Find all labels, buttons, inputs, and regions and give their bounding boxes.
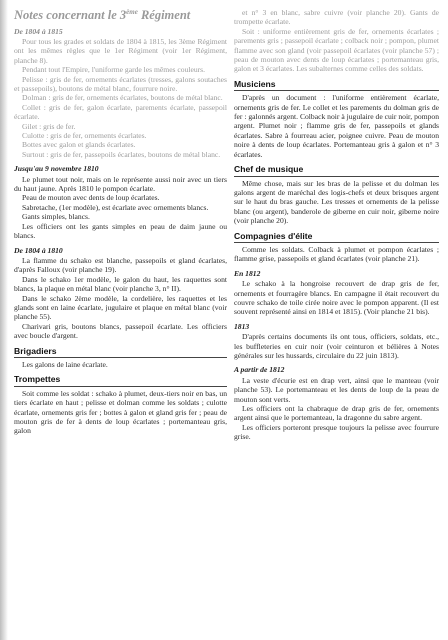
paragraph: Gilet : gris de fer. — [22, 121, 76, 131]
section-heading-trompettes: Trompettes — [14, 375, 227, 386]
date-heading: De 1804 à 1810 — [14, 245, 63, 255]
paragraph: D'après certains documents ils ont tous, officiers, soldats, etc., les buffleteries en cuir noir (voir ceinturon et bélières à Notes générales sur les hussards, circulaire du 22 juin 1813). — [234, 332, 439, 360]
paragraph: Dolman : gris de fer, ornements écarlates, boutons de métal blanc. — [22, 93, 223, 103]
paragraph: Charivari gris, boutons blancs, passepoil écarlate. Les officiers avec boucle d'argent. — [14, 321, 227, 341]
paragraph: Même chose, mais sur les bras de la pelisse et du dolman les galons argent de maréchal des logis-chefs et deux brisques argent sur le haut du bras gauche. Les tresses et ornements de la pelisse blanc (ou argent), banderole de giberne en cuir noir, giberne noire (voir planche 20). — [234, 178, 439, 226]
left-column — [14, 8, 227, 436]
page-title — [14, 8, 227, 21]
paragraph: Peau de mouton avec dents de loup écarlates. — [22, 193, 160, 203]
date-heading: 1813 — [234, 321, 250, 331]
paragraph: Les officiers ont la chabraque de drap gris de fer, ornements argent ainsi que le portemanteau, la dragonne du sabre argent. — [234, 404, 439, 423]
paragraph: Gants simples, blancs. — [22, 212, 90, 222]
paragraph: Pour tous les grades et soldats de 1804 à 1815, les 3ème Régiment ont les mêmes règles que le 1er Régiment (voir 1er Régiment, planche 8). — [14, 36, 227, 65]
date-heading: De 1804 à 1815 — [14, 26, 63, 36]
paragraph: Culotte : gris de fer, ornements écarlates. — [22, 131, 147, 141]
paragraph: Les officiers porteront presque toujours la pelisse avec fourrure grise. — [234, 422, 439, 442]
paragraph: Soit comme les soldat : schako à plumet, deux-tiers noir en bas, un tiers écarlate en haut ; pelisse et dolman comme les soldats ; culotte écarlate, ornements gris fer ; bottes à galon et gland gris fer ; peau de mouton gris de fer à dents de loup écarlates ; portemanteau gris, galon — [14, 388, 227, 436]
paragraph: Pendant tout l'Empire, l'uniforme garde les mêmes couleurs. — [22, 65, 206, 75]
paragraph: Les galons de laine écarlate. — [22, 359, 108, 369]
paragraph: et n° 3 en blanc, sabre cuivre (voir planche 20). Gants de trompette écarlate. — [234, 8, 439, 27]
paragraph: Les officiers ont les gants simples en peau de daim jaune ou blancs. — [14, 221, 227, 241]
title-main: Notes concernant le 3 — [14, 8, 127, 23]
date-heading: En 1812 — [234, 268, 261, 278]
paragraph: La veste d'écurie est en drap vert, ainsi que le manteau (voir planche 53). Le portemanteau et les dents de loup de la peau de mouton sont verts. — [234, 375, 439, 404]
paragraph: Soit : uniforme entièrement gris de fer, ornements écarlates ; parements gris ; passepoil écarlate ; colback noir ; pompon, plumet flamme avec son gland (voir passepoil écarlates (voir planche 57) ; peau de mouton avec dents de loup écarlates ; portemanteau gris, galon et 3 écarlates. Les subalternes comme celles des soldats. — [234, 26, 439, 74]
paragraph: Comme les soldats. Colback à plumet et pompon écarlates ; flamme grise, passepoils et gland écarlates (voir planche 21). — [234, 244, 439, 264]
section-heading-compagnies-elite: Compagnies d'élite — [234, 232, 439, 243]
section-heading-brigadiers: Brigadiers — [14, 347, 227, 358]
date-heading: Jusqu'au 9 novembre 1810 — [14, 164, 99, 174]
title-sup: ème — [126, 8, 138, 16]
paragraph: Pelisse : gris de fer, ornements écarlates (tresses, galons soutaches et passepoils), boutons de métal blanc, fourrure noire. — [14, 74, 227, 93]
paragraph: Dans le schako 2ème modèle, la cordelière, les raquettes et les glands sont en laine écarlate, jugulaire et plaque en métal blanc (voir planche 55). — [14, 293, 227, 322]
paragraph: La flamme du schako est blanche, passepoils et gland écarlates, d'après Falloux (voir planche 19). — [14, 255, 227, 275]
right-column — [234, 8, 439, 442]
section-heading-musiciens: Musiciens — [234, 80, 439, 91]
paragraph: D'après un document : l'uniforme entièrement écarlate, ornements gris de fer. Le collet et les parements du dolman gris de fer : galonnés argent. Colback noir à jugulaire de cuir noir, pompon argent. Plumet noir ; flamme gris de fer, passepoils et glands écarlates. Sabre à fourreau acier, poignee cuivre. Peau de mouton noire à dents de loup écarlates. Portemanteau gris à galon et n° 3 écarlates. — [234, 93, 439, 159]
paragraph: Le plumet tout noir, mais on le représente aussi noir avec un tiers du haut jaune. Après 1810 le pompon écarlate. — [14, 174, 227, 194]
paragraph: Dans le schako 1er modèle, le galon du haut, les raquettes sont blancs, la plaque en métal blanc (voir planche 3, n° II). — [14, 274, 227, 294]
paragraph: Sabretache, (1er modèle), est écarlate avec ornements blancs. — [22, 202, 209, 212]
paragraph: Collet : gris de fer, galon écarlate, parements écarlate, passepoil écarlate. — [14, 102, 227, 122]
paragraph: Bottes avec galon et glands écarlates. — [22, 140, 136, 150]
binding-shadow — [0, 0, 8, 640]
title-end: Régiment — [137, 8, 191, 23]
paragraph: Surtout : gris de fer, passepoils écarlates, boutons de métal blanc. — [22, 149, 221, 159]
paragraph: Le schako à la hongroise recouvert de drap gris de fer, ornements et fourragère blancs. En campagne il était recouvert du couvre schako de toile cirée noire avec le pompon apparent. (Il est souvent représenté ainsi en 1814 et 1815). (Voir planche 21 bis). — [234, 279, 439, 317]
date-heading: A partir de 1812 — [234, 365, 285, 375]
section-heading-chef-de-musique: Chef de musique — [234, 165, 439, 176]
